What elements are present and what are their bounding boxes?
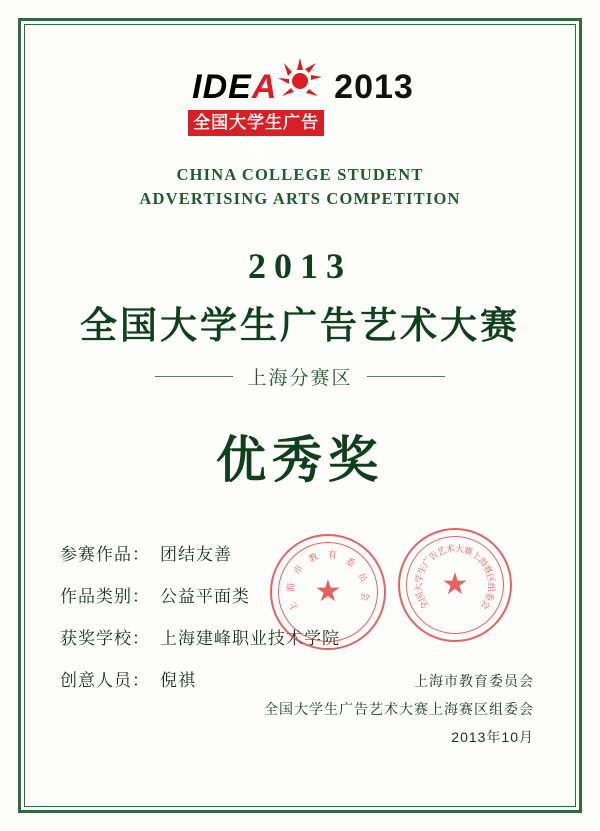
- footer-line-date: 2013年10月: [451, 729, 534, 745]
- competition-logo-block: [36, 54, 564, 159]
- field-value-entry-work: 团结友善: [160, 544, 232, 564]
- seal-text-ring: 上 海 市 教 育 委 员 会: [286, 550, 370, 613]
- idea-wordmark: [192, 68, 277, 107]
- page-title: 全国大学生广告艺术大赛: [80, 304, 520, 346]
- seal-text-ring: 全 国 大 学 生 广 告 艺 术 大 赛 上 海 赛 区 组 委 会: [413, 543, 497, 612]
- field-label-creator: 创意人员：: [60, 670, 150, 690]
- english-title-block: [36, 163, 564, 211]
- certificate-footer: [264, 667, 534, 751]
- seal-star-icon: ★: [441, 568, 469, 601]
- subtitle-row: [36, 363, 564, 390]
- field-label-school: 获奖学校：: [60, 628, 150, 648]
- footer-line-issuer: 上海市教育委员会: [414, 673, 534, 689]
- footer-line-committee: 全国大学生广告艺术大赛上海赛区组委会: [264, 701, 534, 717]
- idea-wordmark-suffix: A: [251, 68, 278, 106]
- logo-year: 2013: [334, 68, 414, 106]
- subtitle-rule-right: [367, 376, 445, 377]
- english-title-line-2: ADVERTISING ARTS COMPETITION: [139, 188, 461, 208]
- seal-star-icon: ★: [314, 575, 342, 608]
- field-label-entry-work: 参赛作品：: [60, 544, 150, 564]
- region-subtitle: 上海分赛区: [247, 367, 353, 389]
- logo-chinese-bar: 全国大学生广告奖: [188, 110, 324, 136]
- logo-row: [36, 54, 564, 158]
- field-value-creator: 倪祺: [160, 670, 196, 690]
- english-title-line-1: CHINA COLLEGE STUDENT: [176, 165, 424, 184]
- shanghai-education-commission-seal: [270, 534, 386, 650]
- certificate-content: [36, 36, 564, 795]
- competition-organizing-committee-seal: [398, 528, 512, 642]
- field-label-category: 作品类别：: [60, 586, 150, 606]
- sun-burst-icon: [276, 56, 324, 104]
- certificate-year: 2013: [248, 245, 352, 286]
- award-name: 优秀奖: [216, 431, 384, 488]
- field-value-school: 上海建峰职业技术学院: [160, 628, 340, 648]
- idea-logo-mark: [186, 54, 326, 158]
- idea-wordmark-prefix: IDE: [192, 68, 252, 106]
- field-value-category: 公益平面类: [160, 586, 250, 606]
- subtitle-rule-left: [155, 376, 233, 377]
